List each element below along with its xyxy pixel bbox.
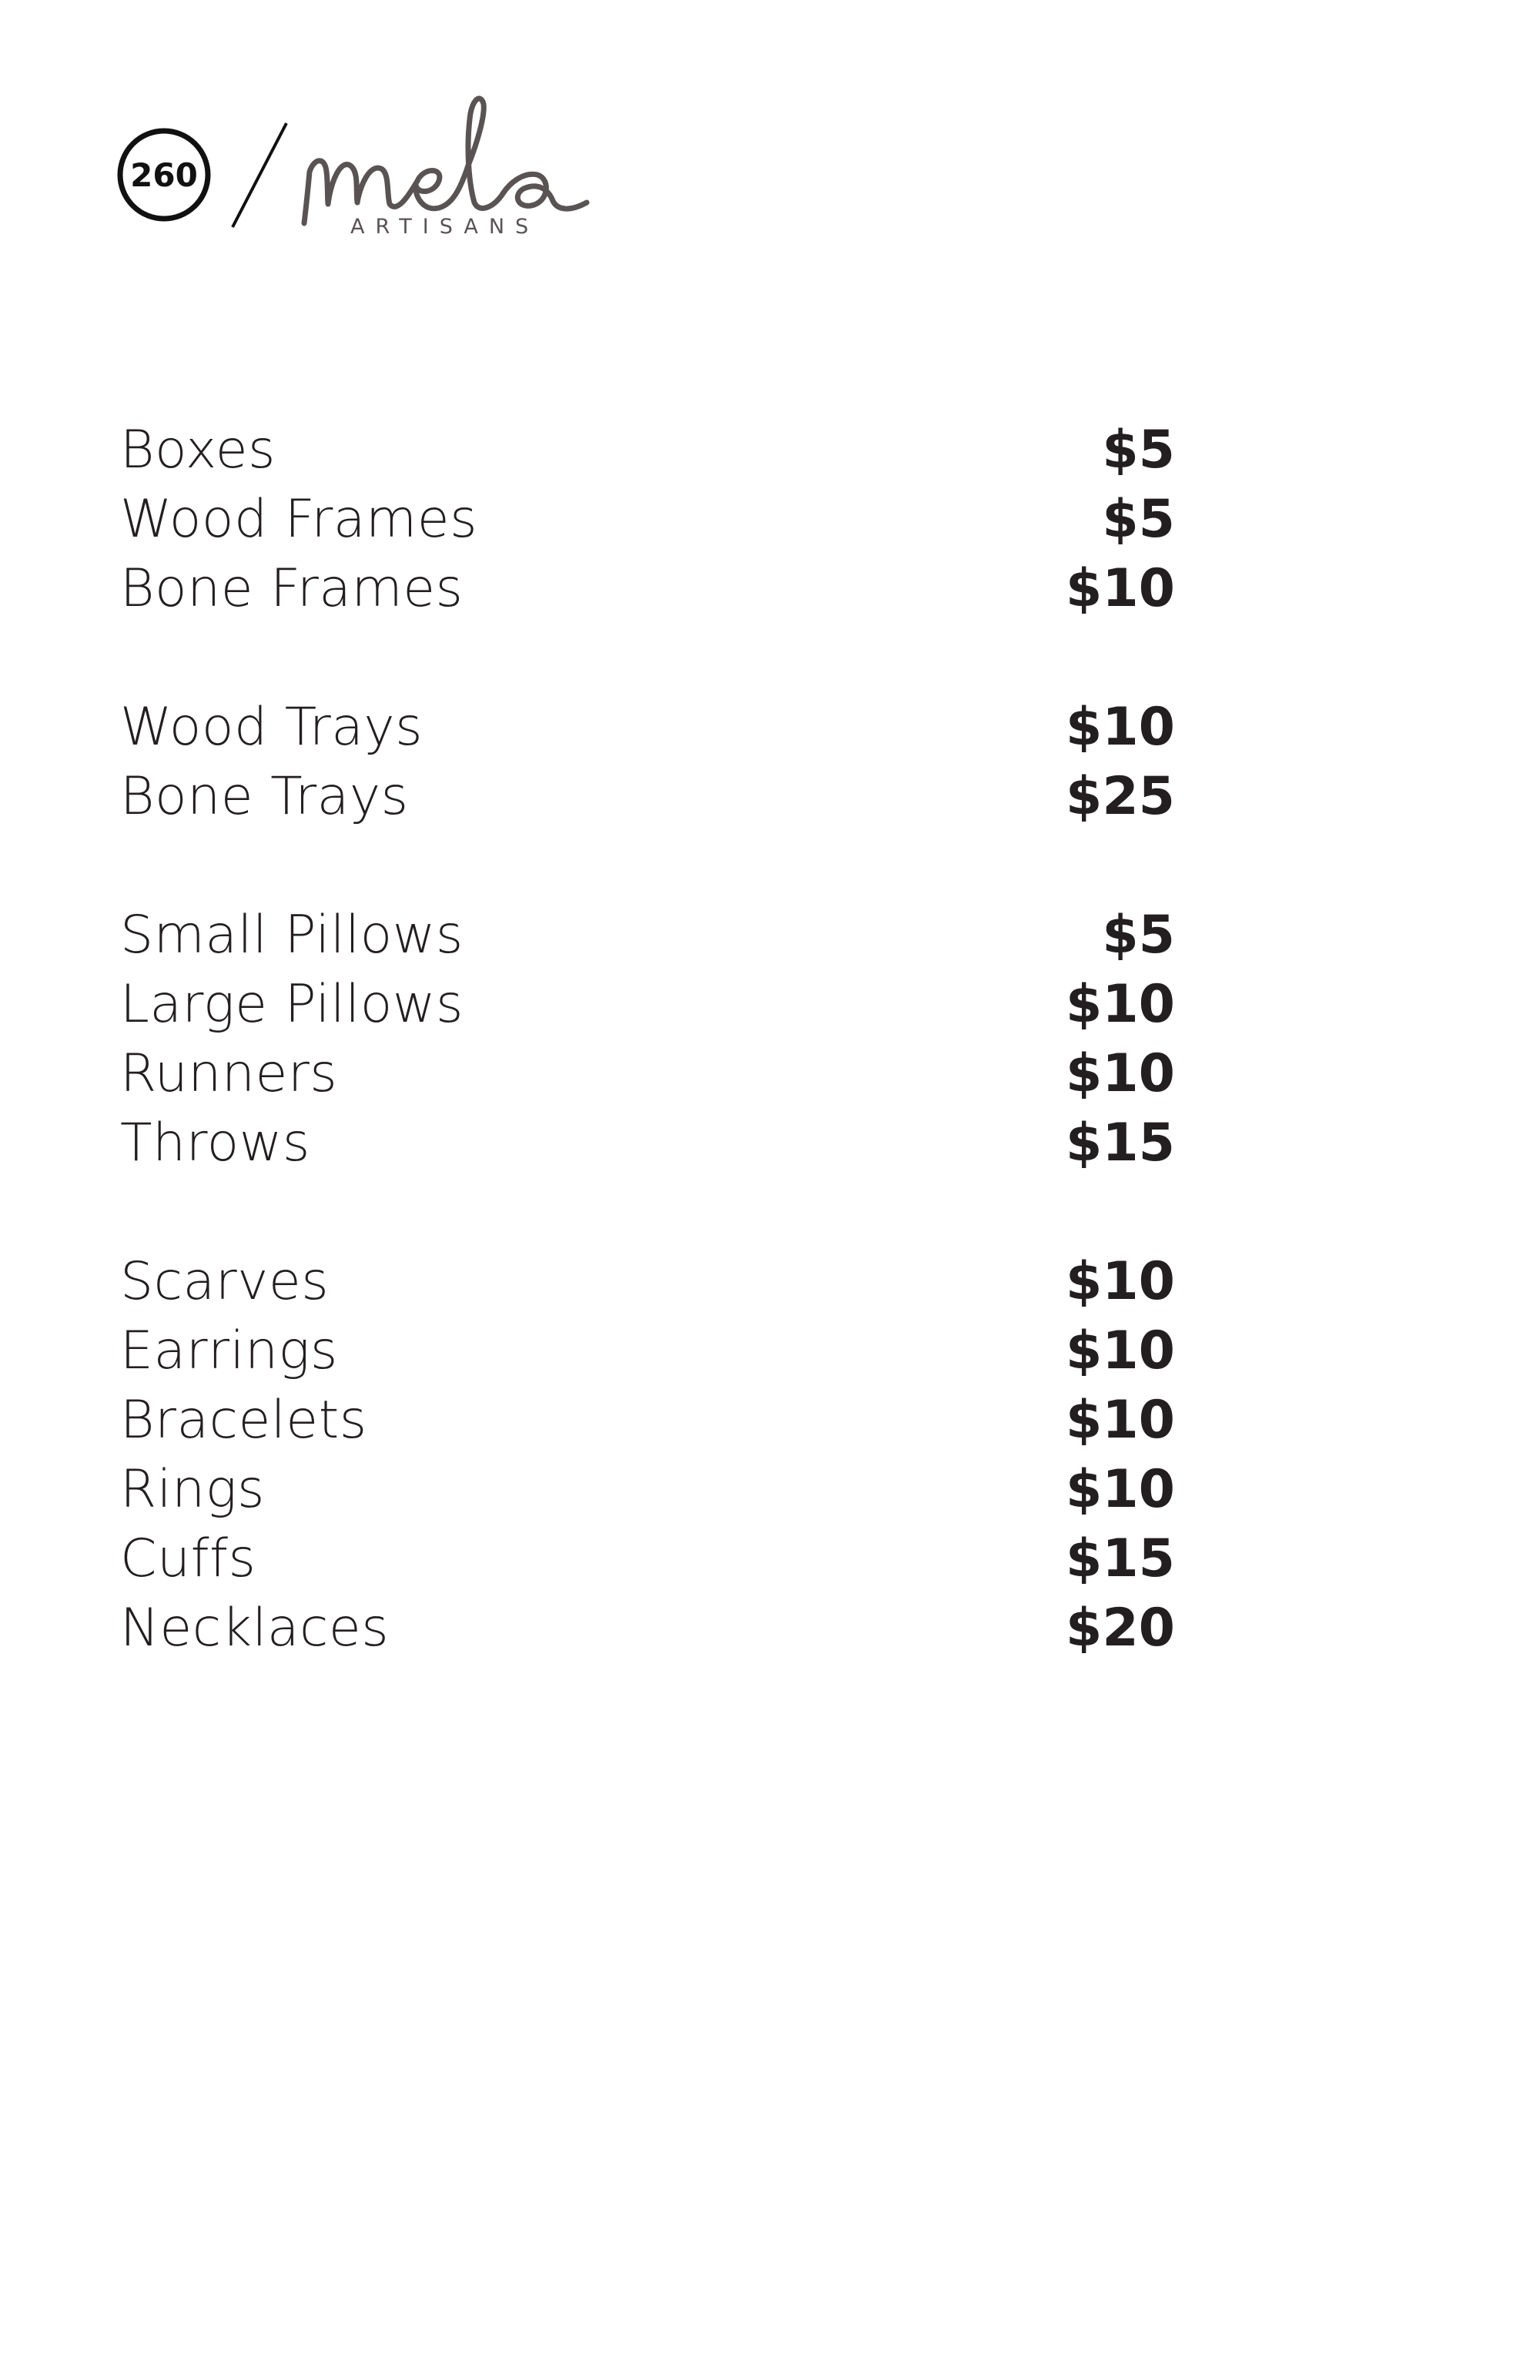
item-name: Bone Trays xyxy=(120,766,409,827)
price-row xyxy=(120,970,1175,1039)
badge-number: 260 xyxy=(130,156,198,194)
price-group-textiles xyxy=(120,901,1175,1178)
price-row xyxy=(120,1109,1175,1178)
item-price: $10 xyxy=(1066,974,1175,1035)
item-name: Bone Frames xyxy=(120,558,464,619)
item-price: $10 xyxy=(1066,697,1175,758)
item-name: Runners xyxy=(120,1043,338,1104)
item-price: $15 xyxy=(1066,1113,1175,1173)
item-price: $10 xyxy=(1066,1321,1175,1381)
logo-divider xyxy=(233,123,286,227)
price-row xyxy=(120,1594,1175,1663)
item-name: Earrings xyxy=(120,1321,338,1381)
item-price: $5 xyxy=(1102,420,1175,480)
item-name: Rings xyxy=(120,1459,265,1520)
artisans-wordmark: ARTISANS xyxy=(350,215,540,239)
price-group-boxes-frames xyxy=(120,416,1175,624)
item-name: Large Pillows xyxy=(120,974,464,1035)
price-row xyxy=(120,416,1175,485)
item-name: Small Pillows xyxy=(120,905,464,966)
item-price: $10 xyxy=(1066,1459,1175,1520)
item-name: Wood Trays xyxy=(120,697,424,758)
price-group-trays xyxy=(120,693,1175,832)
item-name: Wood Frames xyxy=(120,489,478,550)
price-row xyxy=(120,554,1175,624)
price-row xyxy=(120,1247,1175,1317)
price-row xyxy=(120,1525,1175,1594)
price-row xyxy=(120,1455,1175,1525)
item-price: $10 xyxy=(1066,1390,1175,1451)
price-row xyxy=(120,1386,1175,1455)
item-name: Scarves xyxy=(120,1251,330,1312)
price-row xyxy=(120,762,1175,832)
price-row xyxy=(120,485,1175,554)
item-price: $10 xyxy=(1066,1251,1175,1312)
price-list xyxy=(120,416,1175,1732)
item-price: $20 xyxy=(1066,1598,1175,1659)
item-name: Cuffs xyxy=(120,1528,256,1589)
item-name: Throws xyxy=(120,1113,310,1173)
item-price: $5 xyxy=(1102,905,1175,966)
item-price: $10 xyxy=(1066,558,1175,619)
item-price: $25 xyxy=(1066,766,1175,827)
price-row xyxy=(120,1039,1175,1109)
brand-logo xyxy=(116,81,639,246)
badge-260 xyxy=(120,131,208,219)
price-group-jewelry xyxy=(120,1247,1175,1663)
item-name: Necklaces xyxy=(120,1598,390,1659)
price-row xyxy=(120,901,1175,970)
item-price: $10 xyxy=(1066,1043,1175,1104)
item-price: $15 xyxy=(1066,1528,1175,1589)
price-row xyxy=(120,693,1175,762)
item-name: Boxes xyxy=(120,420,276,480)
price-row xyxy=(120,1317,1175,1386)
mela-script-mark xyxy=(304,99,587,223)
item-name: Bracelets xyxy=(120,1390,367,1451)
item-price: $5 xyxy=(1102,489,1175,550)
